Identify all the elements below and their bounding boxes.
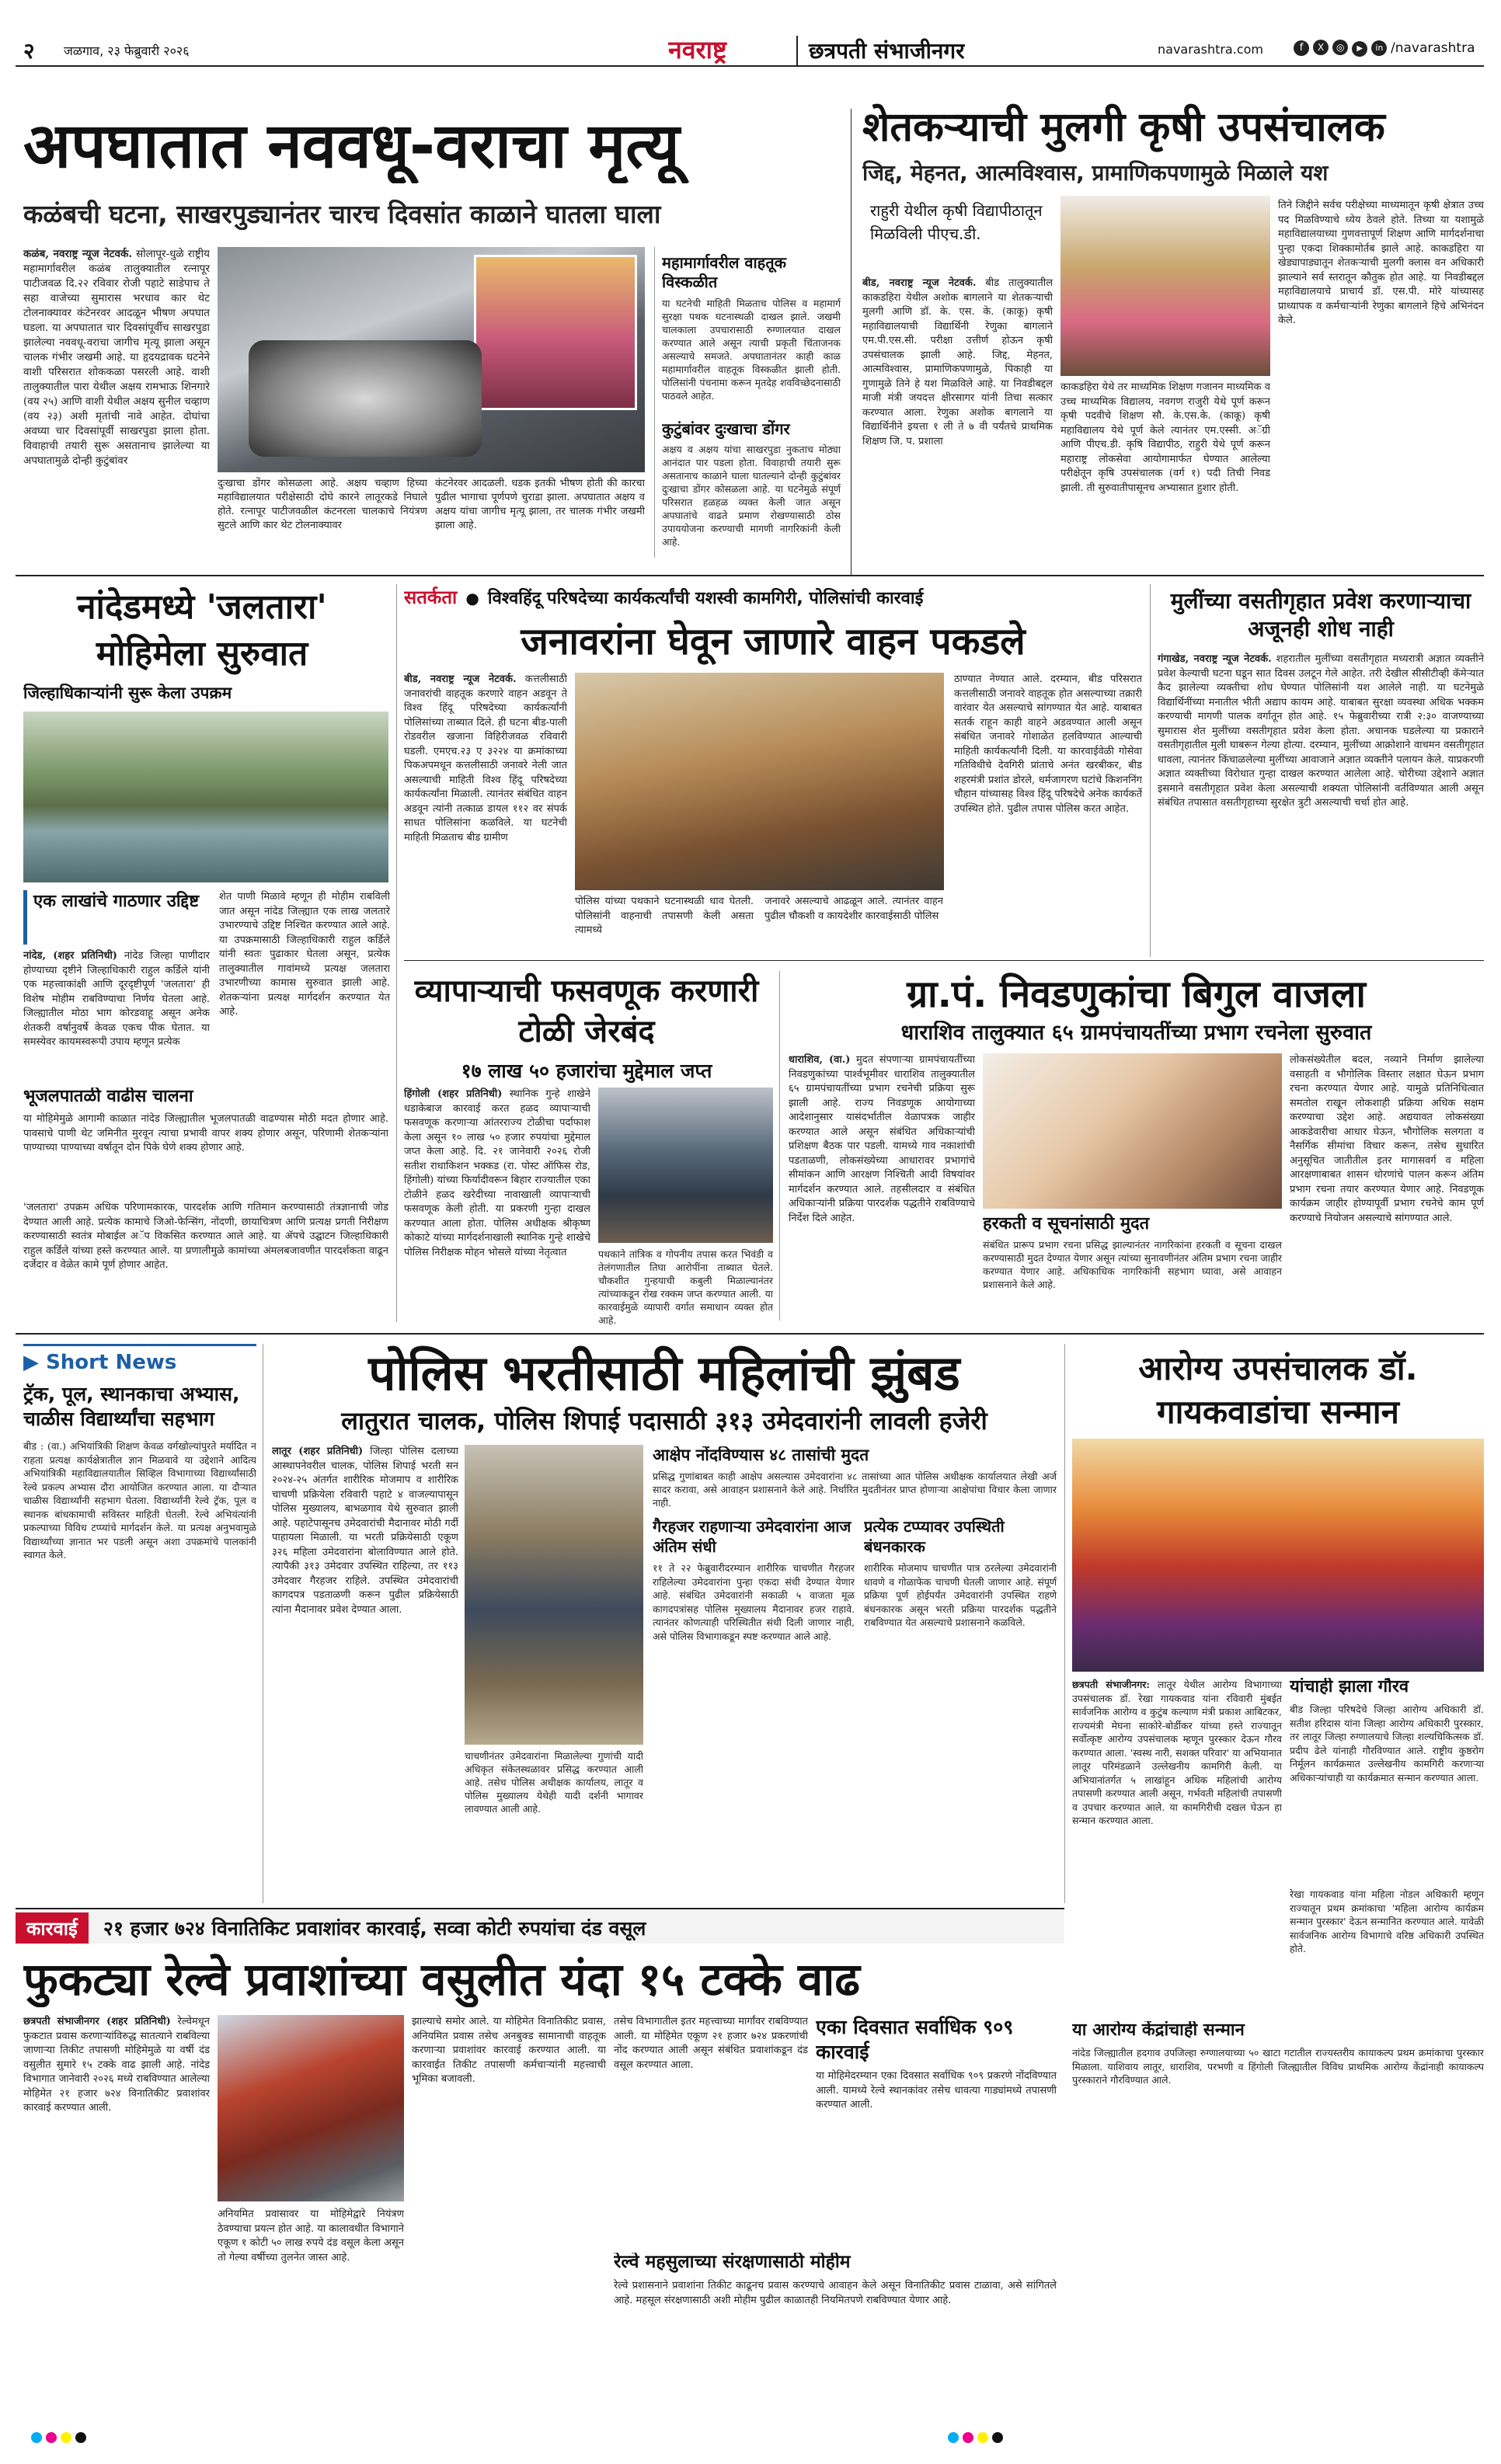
a9-sub2: या आरोग्य केंद्रांचाही सन्मान (1072, 2021, 1245, 2040)
a10-body-text1: रेल्वेमधून फुकटात प्रवास करणाऱ्यांविरुद्ध सातत्याने राबविल्या जाणाऱ्या तिकीट तपासणी मोहिमेमुळे या वर्षी दंड वसुलीत सुमारे १५ टक्के वाढ झाली आहे. नांदेड विभागात जानेवारी २०२६ मध्ये राबविण्यात आलेल्या मोहिमेत २१ हजार ७२४ विनातिकीट प्रवाशांवर कारवाई करण्यात आली. (23, 2016, 210, 2114)
a8-sub3: प्रत्येक टप्प्यावर उपस्थिती बंधनकारक (864, 1517, 1005, 1556)
a10-box-title: एका दिवसात सर्वाधिक ९०९ कारवाई (816, 2016, 1014, 2063)
a7-body-text1: मुदत संपणाऱ्या ग्रामपंचायतींच्या निवडणुकांच्या पार्श्वभूमीवर धाराशिव तालुक्यातील ६५ ग्रामपंचायतींच्या प्रभाग रचनेची प्रक्रिया सुरू झाली आहे. राज्य निवडणूक आयोगाच्या आदेशानुसार यासंदर्भातील वेळापत्रक जाहीर करण्यात आले असून संबंधित अधिकाऱ्यांची प्रशिक्षण बैठक पार पडली. यामध्ये गाव नकाशांची पडताळणी, लोकसंख्येच्या आधारावर प्रभागांचे सीमांकन आणि आरक्षण निश्चिती आदी विषयांवर मार्गदर्शन करण्यात आले. तहसीलदार व संबंधित अधिकाऱ्यांनी प्रक्रिया पारदर्शक पद्धतीने राबविण्याचे निर्देश दिले आहेत. (789, 1054, 975, 1224)
a3-body4: 'जलतारा' उपक्रम अधिक परिणामकारक, पारदर्शक आणि गतिमान करण्यासाठी तंत्रज्ञानाची जोड देण्यात आली आहे. प्रत्येक कामाचे जिओ-फेन्सिंग, नोंदणी, छायाचित्रण आणि प्रत्यक्ष प्रगती निरीक्षण करण्यासाठी स्वतंत्र मोबाईल अॅप विकसित करण्यात आले आहे. या ॲपचे उद्घाटन जिल्हाधिकारी राहुल कर्डिले यांच्या हस्ते करण्यात आले. या प्रणालीमुळे कामांच्या अंमलबजावणीत पारदर्शकता वाढून दर्जेदार व वेळेत कामे पूर्ण होणार आहेत. (23, 1202, 388, 1271)
a8-sub1: आक्षेप नोंदविण्यास ४८ तासांची मुदत (653, 1446, 869, 1464)
magenta-dot (46, 2432, 57, 2443)
social-icons (1294, 39, 1387, 57)
play-icon: ▶ (23, 1351, 39, 1374)
a7-subhead: धाराशिव तालुक्यात ६५ ग्रामपंचायतींच्या प्रभाग रचनेला सुरुवात (900, 1021, 1372, 1045)
a10-dateline: छत्रपती संभाजीनगर (शहर प्रतिनिधी) (23, 2016, 171, 2027)
a2-body-col3: तिने जिद्दीने सर्वच परीक्षेच्या माध्यमातून कृषी क्षेत्रात उच्च पद मिळविण्याचे ध्येय ठेवले होते. तिच्या या यशामुळे महाविद्यालयाच्या गुणवत्तापूर्ण शिक्षण आणि मार्गदर्शनाचा पुन्हा एकदा शिक्कामोर्तब झाले आहे. काकडहिरा या खेड्यापाड्यातून शेतकऱ्याची मुलगी क्लास वन अधिकारी झाल्याने सर्व स्तरातून कौतुक होत आहे. या निवडीबद्दल महाविद्यालयाचे प्राचार्य डॉ. एस.पी. मोरे यांच्यासह प्राध्यापक व कर्मचाऱ्यांनी रेणुका बागलाने हिचे अभिनंदन केले. (1278, 200, 1484, 326)
short-news-box (23, 1344, 256, 1903)
instagram-icon[interactable]: ◎ (1332, 40, 1348, 55)
a8-sub2: गैरहजर राहणाऱ्या उमेदवारांना आज अंतिम संधी (653, 1517, 851, 1556)
a9-body4: नांदेड जिल्ह्यातील हदगाव उपजिल्हा रुग्णालयाच्या ५० खाटा गटातील राज्यस्तरीय कायाकल्प प्रथम क्रमांकाचा पुरस्कार मिळाला. याशिवाय लातूर, धाराशिव, परभणी व हिंगोली जिल्ह्यातील विविध प्राथमिक आरोग्य केंद्रांनाही कायाकल्प पुरस्काराने गौरविण्यात आले. (1072, 2047, 1484, 2086)
a4-dateline: बीड, नवराष्ट्र न्यूज नेटवर्क. (404, 673, 517, 685)
a8-body4: ११ ते २२ फेब्रुवारीदरम्यान शारीरिक चाचणीत गैरहजर राहिलेल्या उमेदवारांना पुन्हा एकदा संधी देण्यात येणार आहे. संबंधित उमेदवारांनी सकाळी ५ वाजता मूळ कागदपत्रांसह पोलिस मुख्यालय मैदानावर हजर राहावे. त्यानंतर कोणत्याही परिस्थितीत संधी दिली जाणार नाही, असे पोलिस विभागाकडून स्पष्ट करण्यात आले आहे. (653, 1562, 855, 1642)
a9-body2: बीड जिल्हा परिषदेचे जिल्हा आरोग्य अधिकारी डॉ. सतीश हरिदास यांना जिल्हा आरोग्य अधिकारी पुरस्कार, तर लातूर जिल्हा रुग्णालयाचे जिल्हा शल्यचिकित्सक डॉ. प्रदीप ढेले यांनाही गौरविण्यात आले. राष्ट्रीय कुष्ठरोग निर्मूलन कार्यक्रमात उल्लेखनीय कामगिरी करणाऱ्या अधिकाऱ्यांचाही या कार्यक्रमात सन्मान करण्यात आला. (1290, 1704, 1484, 1784)
color-registration-marks (948, 2431, 1103, 2450)
a7-box-title: हरकती व सूचनांसाठी मुदत (983, 1214, 1150, 1234)
social-handle: /navarashtra (1391, 40, 1475, 56)
cyan-dot (948, 2432, 959, 2443)
a10-box (816, 2015, 1057, 2248)
yellow-dot (977, 2432, 988, 2443)
a10-train-photo (218, 2015, 404, 2201)
short-news-headline: ट्रॅक, पूल, स्थानकाचा अभ्यास, चाळीस विद्यार्थ्यांचा सहभाग (23, 1383, 240, 1430)
a1-dateline: कळंब, नवराष्ट्र न्यूज नेटवर्क. (23, 248, 133, 260)
col-divider (779, 971, 780, 1321)
a8-headline: पोलिस भरतीसाठी महिलांची झुंबड (368, 1345, 960, 1401)
brand-logo: नवराष्ट्र (668, 35, 727, 64)
a1-subhead: कळंबची घटना, साखरपुड्यानंतर चारच दिवसांत काळाने घातला घाला (23, 199, 661, 229)
a1b-body2: अक्षय व अक्षय यांचा साखरपुडा नुकताच मोठ्या आनंदात पार पडला होता. विवाहाची तयारी सुरू असतानाच काळाने घाला घातल्याने दोन्ही कुटुंबांवर दुःखाचा डोंगर कोसळला आहे. या घटनेमुळे संपूर्ण परिसरात हळहळ व्यक्त केली जात असून अपघातांचे वाढते प्रमाण रोखण्यासाठी ठोस उपाययोजना करण्याची मागणी नागरिकांनी केली आहे. (662, 444, 841, 548)
col-divider (1064, 1344, 1065, 1903)
a4-kicker: विश्वहिंदू परिषदेच्या कार्यकर्त्यांची यशस्वी कामगिरी, पोलिसांची कारवाई (487, 589, 924, 608)
a1b-headline: महामार्गावरील वाहतूक विस्कळीत (662, 253, 787, 291)
a9-dateline: छत्रपती संभाजीनगर: (1072, 1679, 1151, 1690)
a3-subhead: जिल्हाधिकाऱ्यांनी सुरू केला उपक्रम (23, 684, 232, 702)
black-dot (992, 2432, 1003, 2443)
a3-dateline: नांदेड, (शहर प्रतिनिधी) (23, 950, 117, 962)
a6-subhead: १७ लाख ५० हजारांचा मुद्देमाल जप्त (461, 1060, 712, 1082)
a1-headline: अपघातात नववधू-वराचा मृत्यू (23, 110, 680, 182)
a4-body-col4: ठाण्यात नेण्यात आले. दरम्यान, बीड परिसरात कत्तलीसाठी जनावरे वाहतूक होत असल्याच्या तक्रारी वारंवार येत असल्याचे सांगण्यात येत आहे. याबाबत सतर्क राहून काही वाहने अडवण्यात आली असून संबंधित जनावरे गोशाळेत हलविण्यात आल्याची माहिती कार्यकर्त्यांनी दिली. या कारवाईवेळी गोसेवा गतिविधीचे देवगिरी प्रांताचे अनंत खरबीकर, बीड शहरमंत्री प्रशांत डोरले, धर्मजागरण घटांचे किशननिंग चौहान यांच्यासह विश्व हिंदू परिषदेचे अनेक कार्यकर्ते उपस्थित होते. पुढील तपास पोलिस करत आहेत. (954, 673, 1142, 815)
a4-body-col3: जनावरे असल्याचे आढळून आले. त्यानंतर वाहन पुढील चौकशी व कायदेशीर कारवाईसाठी पोलिस (764, 896, 943, 922)
a10-sub1: रेल्वे महसुलाच्या संरक्षणासाठी मोहीम (614, 2253, 851, 2272)
a5-body-text: शहरातील मुलींच्या वसतीगृहात मध्यरात्री अज्ञात व्यक्तीने प्रवेश केल्याची घटना घडून सात दिवस उलटून गेले आहेत. तरी देखील सीसीटीव्ही कॅमेऱ्यात कैद झालेल्या व्यक्तीचा शोध घेण्यात पोलिसांनी यश आलेले नाही. या घटनेमुळे विद्यार्थिनींच्या मनातील भीती अद्याप कायम आहे. याबाबत सुरक्षा व्यवस्था अधिक भक्कम करण्याची मागणी पालक वर्गातून होत आहे. १५ फेब्रुवारीच्या रात्री २:३० वाजण्याच्या सुमारास शेत मुलींच्या वसतीगृहात प्रवेश केला होता. अचानक घडलेल्या या प्रकाराने वसतीगृहातील मुली घाबरून गेल्या होत्या. दरम्यान, मुलींच्या आक्रोशाने वाचमन वसतीगृहात धावला, त्यानंतर किंचाळलेल्या मुलींच्या आवाजाने अज्ञात व्यक्तीने पलायन केले. याप्रकरणी अज्ञात व्यक्तीच्या विरोधात गुन्हा दाखल करण्यात आलेला आहे. चोरीच्या उद्देशाने अज्ञात इसमाने वसतीगृहात प्रवेश केला असल्याची शक्यता पोलिसांनी वर्तविण्यात आली असून संबंधित तपासात वसतीगृहाच्या सुरक्षेत त्रुटी असल्याची चर्चा होत आहे. (1158, 653, 1484, 809)
a5-dateline: गंगाखेड, नवराष्ट्र न्यूज नेटवर्क. (1158, 653, 1272, 665)
a1b-headline2: कुटुंबांवर दुःखाचा डोंगर (662, 419, 790, 438)
section-rule (404, 960, 1484, 961)
a10-body5: रेल्वे प्रशासनाने प्रवाशांना तिकीट काढूनच प्रवास करण्याचे आवाहन केले असून विनातिकीट प्रवास टाळावा, असे सांगितले आहे. महसूल संरक्षणासाठी अशी मोहीम पुढील काळातही नियमितपणे राबविण्यात येणार आहे. (614, 2280, 1057, 2306)
a6-headline: व्यापाऱ्याची फसवणूक करणारी टोळी जेरबंद (414, 973, 759, 1049)
a4-body-text1: कत्तलीसाठी जनावरांची वाहतूक करणारे वाहन अडवून ते विश्व हिंदू परिषदेच्या कार्यकर्त्यांनी पोलिसांच्या ताब्यात दिले. ही घटना बीड-पाली रोडवरील खजाना विहिरीजवळ रविवारी घडली. एमएच.२३ ए ३२२४ या क्रमांकाच्या पिकअपमधून कत्तलीसाठी जनावरे नेली जात असल्याची माहिती विश्व हिंदू परिषदेच्या कार्यकर्त्यांना मिळाली. त्यानंतर संबंधित वाहन अडवून त्यांनी तत्काळ डायल ११२ वर संपर्क साधत पोलिसांना कळविले. या घटनेची माहिती मिळताच बीड ग्रामीण (404, 673, 567, 844)
a3-headline: नांदेडमध्ये 'जलतारा' मोहिमेला सुरुवात (77, 587, 327, 673)
a10-kicker-row (16, 1908, 1064, 1944)
a10-kicker: २१ हजार ७२४ विनातिकिट प्रवाशांवर कारवाई, सव्वा कोटी रुपयांचा दंड वसूल (103, 1917, 646, 1940)
a8-subhead: लातुरात चालक, पोलिस शिपाई पदासाठी ३१३ उमेदवारांनी लावली हजेरी (341, 1406, 987, 1436)
col-divider (1150, 584, 1151, 957)
a8-body-col1 (272, 1445, 458, 1818)
a7-dateline: धाराशिव, (वा.) (789, 1054, 851, 1066)
a9-body-text1: लातूर येथील आरोग्य विभागाच्या उपसंचालक डॉ. रेखा गायकवाड यांना रविवारी मुंबईत सार्वजनिक आरोग्य व कुटुंब कल्याण मंत्री प्रकाश आबिटकर, राज्यमंत्री मेघना साकोरे-बोर्डीकर यांच्या हस्ते राज्यातून सर्वोत्कृष्ट आरोग्य उपसंचालक म्हणून पुरस्कार देऊन गौरव करण्यात आला. 'स्वस्थ नारी, सशक्त परिवार' या अभियानात लातूर परिमंडळाने उल्लेखनीय कामगिरी केली. या अभियानांतर्गत ५ लाखांहून अधिक महिलांची आरोग्य तपासणी करण्यात आली असून, गर्भवती महिलांची तपासणी व उपचार करण्यात आले. या कामगिरीची दखल घेऊन हा सन्मान करण्यात आला. (1072, 1679, 1282, 1826)
a1-body-col1 (23, 247, 210, 558)
a7-box-body: संबंधित प्रारूप प्रभाग रचना प्रसिद्ध झाल्यानंतर नागरिकांना हरकती व सूचना दाखल करण्यासाठी मुदत देण्यात येणार असून त्यांच्या सुनावणीनंतर अंतिम प्रभाग रचना जाहीर करण्यात येणार आहे. अधिकाधिक नागरिकांनी सहभाग घ्यावा, असे आवाहन प्रशासनाने केले आहे. (983, 1239, 1282, 1290)
a1b-body1: या घटनेची माहिती मिळताच पोलिस व महामार्ग सुरक्षा पथक घटनास्थळी दाखल झाले. जखमी चालकाला उपचारासाठी रुग्णालयात दाखल करण्यात आले असून त्याची प्रकृती चिंताजनक असल्याचे समजते. अपघातानंतर काही काळ महामार्गावरील वाहतूक विस्कळीत झाली होती. पोलिसांनी पंचनामा करून मृतदेह शवविच्छेदनासाठी पाठवले आहेत. (662, 298, 841, 402)
site-link[interactable]: navarashtra.com (1158, 42, 1263, 57)
a9-body3: रेखा गायकवाड यांना महिला नोडल अधिकारी म्हणून राज्यातून प्रथम क्रमांकाचा 'महिला आरोग्य कार्यक्रम सन्मान पुरस्कार' देऊन सन्मानित करण्यात आले. यावेळी सार्वजनिक आरोग्य विभागाचे वरिष्ठ अधिकारी उपस्थित होते. (1290, 1888, 1484, 1954)
a7-body-col2: लोकसंख्येतील बदल, नव्याने निर्माण झालेल्या वसाहती व भौगोलिक विस्तार लक्षात घेऊन प्रभाग रचना करण्यात येणार आहे. यामुळे प्रतिनिधित्वात समतोल राखून लोकशाही प्रक्रिया अधिक सक्षम करण्याचा उद्देश आहे. अद्ययावत लोकसंख्या आकडेवारीचा आधार घेऊन, भौगोलिक सलगता व नैसर्गिक सीमांचा विचार करून, तसेच सुधारित अनुसूचित जातीतील इतर मागासवर्ग व महिला आरक्षणाबाबत शासन धोरणांचे पालन करून अंतिम प्रभाग रचना तयार करण्यात येणार आहे. निवडणूक कार्यक्रम जाहीर होण्यापूर्वी प्रभाग रचनेचे काम पूर्ण करण्याचे नियोजन असल्याचे सांगण्यात आले. (1290, 1054, 1484, 1224)
a10-body-col4: तसेच विभागातील इतर महत्त्वाच्या मार्गांवर राबविण्यात आली. या मोहिमेत एकूण २१ हजार ७२४ प्रकरणांची नोंद करण्यात आली असून संबंधित प्रवाशांकडून दंड वसूल करण्यात आला. (614, 2016, 808, 2071)
short-news-label-row (23, 1351, 256, 1374)
a6-body-col2: पथकाने तांत्रिक व गोपनीय तपास करत भिवंडी व तेलंगणातील तिघा आरोपींना ताब्यात घेतले. चौकशीत गुन्हयाची कबुली मिळाल्यानंतर त्यांच्याकडून रोख रक्कम जप्त करण्यात आली. या कारवाईमुळे व्यापारी वर्गात समाधान व्यक्त होत आहे. (598, 1248, 773, 1325)
a4-kicker-row (404, 584, 1142, 615)
a3-body-col1 (23, 949, 210, 1081)
a8-body5: शारीरिक मोजमाप चाचणीत पात्र ठरलेल्या उमेदवारांनी धावणे व गोळाफेक चाचणी घेतली जाणार आहे. संपूर्ण प्रक्रिया पूर्ण होईपर्यंत उमेदवारांनी उपस्थित राहणे बंधनकारक असून भरती प्रक्रिया पारदर्शक पद्धतीने राबविण्यात येत असल्याचे प्रशासनाने कळविले. (864, 1562, 1057, 1628)
a8-dateline: लातूर (शहर प्रतिनिधी) (272, 1446, 364, 1457)
bullet-icon: ● (465, 589, 479, 607)
cyan-dot (31, 2432, 42, 2443)
magenta-dot (963, 2432, 973, 2443)
a2-dateline: बीड, नवराष्ट्र न्यूज नेटवर्क. (862, 277, 977, 289)
a6-body-text1: स्थानिक गुन्हे शाखेने धडाकेबाज कारवाई करत हळद व्यापाऱ्याची फसवणूक करणाऱ्या आंतरराज्य टोळीचा पर्दाफाश केला असून १० लाख ५० हजार रुपयांचा मुद्देमाल जप्त केला आहे. दि. २१ जानेवारी २०२६ रोजी सतीश राधाकिशन भक्कड (रा. पोस्ट ऑफिस रोड, हिंगोली) यांच्या फिर्यादीवरून बिहार राज्यातील एका टोळीने हळद खरेदीच्या नावाखाली व्यापाऱ्याची फसवणूक केली होती. या प्रकरणी गुन्हा दाखल करण्यात आला होता. पोलिस अधीक्षक श्रीकृष्ण कोकाटे यांच्या मार्गदर्शनाखाली स्थानिक गुन्हे शाखेचे पोलिस निरीक्षक मोहन भोसले यांच्या नेतृत्वात (404, 1088, 590, 1258)
a7-body-col1 (789, 1053, 975, 1322)
a4-body-col1 (404, 673, 567, 952)
a8-body-col2: चाचणीनंतर उमेदवारांना मिळालेल्या गुणांची यादी अधिकृत संकेतस्थळावर प्रसिद्ध करण्यात आली आहे. तसेच पोलिस अधीक्षक कार्यालय, लातूर व पोलिस मुख्यालय येथेही यादी दर्शनी भागावर लावण्यात आली आहे. (465, 1750, 643, 1815)
date-line: जळगाव, २३ फेब्रुवारी २०२६ (64, 44, 190, 58)
a4-body-col2: पोलिस यांच्या पथकाने घटनास्थळी धाव घेतली. पोलिसांनी वाहनाची तपासणी केली असता त्यामध्ये (575, 896, 754, 936)
crash-car-wreck (249, 340, 482, 457)
a3-body3: या मोहिमेमुळे आगामी काळात नांदेड जिल्ह्यातील भूजलपातळी वाढण्यास मोठी मदत होणार आहे. पावसाचे पाणी थेट जमिनीत मुरवून त्याचा प्रभावी वापर शक्य होणार असून, परिणामी शेतकऱ्यांना पाण्याच्या पाण्याच्या वर्षातून दोन पिके घेणे शक्य होणार आहे. (23, 1113, 388, 1154)
a2-headline: शेतकऱ्याची मुलगी कृषी उपसंचालक (862, 104, 1385, 151)
a8-body-text1: जिल्हा पोलिस दलाच्या आस्थापनेवरील चालक, पोलिस शिपाई भरती सन २०२४-२५ अंतर्गत शारीरिक मोजमाप व शारीरिक चाचणी प्रक्रियेला रविवारी पहाटे ४ वाजल्यापासून पोलिस मुख्यालय, बाभळगाव येथे सुरुवात झाली आहे. पहाटेपासूनच उमेदवारांची मैदानावर मोठी गर्दी पाहायला मिळाली. या भरती प्रक्रियेसाठी एकूण ३२६ महिला उमेदवारांना बोलाविण्यात आले होते. त्यापैकी ३१३ उमेदवार उपस्थित राहिल्या, तर ११३ उमेदवार गैरहजर राहिले. उपस्थित उमेदवारांची कागदपत्र पडताळणी करून पुढील प्रक्रियेसाठी त्यांना मैदानावर प्रवेश देण्यात आला. (272, 1446, 458, 1616)
a2-subhead: जिद्द, मेहनत, आत्मविश्वास, प्रामाणिकपणामुळे मिळाले यश (862, 160, 1329, 186)
a3-river-photo (23, 712, 388, 882)
a2-kicker: राहुरी येथील कृषी विद्यापीठातून मिळविली पीएच.डी. (870, 201, 1043, 243)
a10-tag: कारवाई (16, 1912, 89, 1944)
a9-headline: आरोग्य उपसंचालक डॉ. गायकवाडांचा सन्मान (1138, 1349, 1418, 1431)
col-divider (396, 584, 397, 1322)
a7-headline: ग्रा.पं. निवडणुकांचा बिगुल वाजला (907, 973, 1366, 1016)
a10-body-col1 (23, 2015, 210, 2427)
color-registration-marks (31, 2431, 186, 2450)
a7-box (983, 1213, 1282, 1322)
a10-body-col2: अनियमित प्रवासावर या मोहिमेद्वारे नियंत्रण ठेवण्याचा प्रयत्न होत आहे. या कालावधीत विभागाने एकूण १ कोटी ५० लाख रुपये दंड वसूल केला असून तो गेल्या वर्षीच्या तुलनेत जास्त आहे. (218, 2208, 404, 2264)
a5-headline: मुलींच्या वसतीगृहात प्रवेश करणाऱ्याचा अजूनही शोध नाही (1170, 588, 1471, 642)
a9-sub1: यांचाही झाला गौरव (1290, 1678, 1409, 1697)
a10-headline: फुकट्या रेल्वे प्रवाशांच्या वसुलीत यंदा १५ टक्के वाढ (23, 1953, 860, 2006)
a7-voting-photo (983, 1053, 1282, 1209)
a3-body-text1: नांदेड जिल्हा पाणीदार होण्याच्या दृष्टीने जिल्हाधिकारी राहुल कर्डिले यांनी एक महत्त्वाकांक्षी आणि दूरदृष्टीपूर्ण 'जलतारा' ही विशेष मोहीम राबविण्याचा निर्णय घेतला आहे. जिल्ह्यातील मोठा भाग कोरडवाहू असून अनेक शेतकरी वर्षानुवर्षे केवळ एकच पीक घेतात. या समस्येवर कायमस्वरूपी उपाय म्हणून प्रत्येक (23, 950, 210, 1048)
a6-body-col1 (404, 1088, 590, 1321)
a2-felicitation-photo (1060, 196, 1270, 376)
a10-box-body: या मोहिमेदरम्यान एका दिवसात सर्वाधिक ९०९ प्रकरणे नोंदविण्यात आली. यामध्ये रेल्वे स्थानकांवर तसेच धावत्या गाड्यांमध्ये तपासणी करण्यात आली. (816, 2070, 1057, 2111)
couple-photo-inset (474, 255, 637, 410)
a3-box (23, 890, 210, 945)
short-news-label: Short News (46, 1351, 177, 1374)
a3-box-title: एक लाखांचे गाठणार उद्दिष्ट (33, 892, 200, 911)
a8-candidates-photo (465, 1445, 643, 1745)
a6-accused-photo (598, 1088, 773, 1243)
a2-body-col2: काकडहिरा येथे तर माध्यमिक शिक्षण गजानन माध्यमिक व उच्च माध्यमिक विद्यालय, नवगण राजुरी येथे पूर्ण करून कृषी पदवीचे शिक्षण सौ. के.एस.के. (काकू) कृषी महाविद्यालय येथे पूर्ण केले त्यानंतर एम.एस्सी. अॅग्री आणि पीएच.डी. कृषि विद्यापीठ, राहुरी येथे पूर्ण करून महाराष्ट्र लोकसेवा आयोगामार्फत घेण्यात आलेल्या परीक्षेतून कृषि उपसंचालक (वर्ग १) पदी तिची निवड झाली. ती सुरुवातीपासूनच अभ्यासात हुशार होती. (1060, 381, 1270, 494)
linkedin-icon[interactable]: in (1371, 40, 1387, 56)
masthead-bar (16, 31, 1484, 67)
facebook-icon[interactable]: f (1294, 40, 1309, 56)
a1-body-text1: सोलापूर-धुळे राष्ट्रीय महामार्गावरील कळंब तालुक्यातील रत्नापूर पाटीजवळ दि.२२ रविवार रोजी पहाटे साडेपाच ते सहा वाजेच्या सुमारास भरधाव कार थेट टोलनाक्यावर कंटेनरवर आदळून भीषण अपघात घडला. या अपघातात चार दिवसांपूर्वीच साखरपुडा झालेल्या नववधू-वराचा जागीच मृत्यू झाला असून चालक गंभीर जखमी आहे. या हृदयद्रावक घटनेने वाशी परिसरात शोककळा पसरली आहे. वाशी तालुक्यातील पारा येथील अक्षय रामभाऊ शिनगारे (वय २५) आणि वाशी येथील अक्षय सुनील चव्हाण (वय २३) अशी मृतांची नावे आहेत. दोघांचा अवघ्या चार दिवसांपूर्वी साखरपुडा झाला होता. विवाहाची तयारी सुरू असतानाच झालेल्या या अपघातामुळे दोन्ही कुटुंबांवर (23, 248, 210, 467)
a1-body-col3: कंटनेरवर आदळली. धडक इतकी भीषण होती की कारचा पुढील भागाचा पूर्णपणे चुराडा झाला. अपघातात अक्षय व अक्षय यांचा जागीच मृत्यू झाला, तर चालक गंभीर जखमी झाला आहे. (435, 478, 645, 531)
x-icon[interactable]: X (1313, 40, 1329, 55)
a8-body3: प्रसिद्ध गुणांबाबत काही आक्षेप असल्यास उमेदवारांना ४८ तासांच्या आत पोलिस अधीक्षक कार्यालयात लेखी अर्ज सादर करावा, असे आवाहन प्रशासनाने केले आहे. निर्धारित मुदतीनंतर प्राप्त होणाऱ्या आक्षेपांचा विचार केला जाणार नाही. (653, 1470, 1057, 1509)
a3-sub2: भूजलपातळी वाढीस चालना (23, 1088, 193, 1106)
a1-body-col2: दुःखाचा डोंगर कोसळला आहे. अक्षय चव्हाण हिच्या महाविद्यालयात परीक्षेसाठी दोघे कारने लातूरकडे निघाले होते. रत्नापूर पाटीजवळील कंटनरला चालकाचे नियंत्रण सुटले आणि कार थेट टोलनाक्यावर (218, 478, 427, 531)
black-dot (75, 2432, 86, 2443)
a2-body-col1 (862, 277, 1053, 564)
a10-body-col3: झाल्याचे समोर आले. या मोहिमेत विनातिकीट प्रवास, अनियमित प्रवास तसेच अनबुक्ड सामानाची वाहतूक करणाऱ्या प्रवाशांवर कारवाई करण्यात आली. या कारवाईत तिकीट तपासणी कर्मचाऱ्यांनी महत्त्वाची भूमिका बजावली. (412, 2016, 606, 2085)
short-news-body: बीड : (वा.) अभियांत्रिकी शिक्षण केवळ वर्गखोल्यांपुरते मर्यादित न राहता प्रत्यक्ष कार्यक्षेत्रातील ज्ञान मिळवावे या उद्देशाने आदित्य अभियांत्रिकी महाविद्यालयातील सिव्हिल विभागाच्या विद्यार्थ्यांसाठी रेल्वे प्रकल्प अभ्यास दौरा आयोजित करण्यात आला. या दौऱ्यात चाळीस विद्यार्थ्यांनी सहभाग घेतला. विद्यार्थ्यांनी रेल्वे ट्रॅक, पूल व स्थानक बांधकामाची सविस्तर माहिती घेतली. रेल्वे अभियंत्यांनी प्रकल्पाच्या विविध टप्प्यांचे मार्गदर्शन केले. या प्रत्यक्ष अनुभवामुळे विद्यार्थ्यांच्या ज्ञानात भर पडली असून अशा उपक्रमांचे पालकांनी स्वागत केले. (23, 1440, 256, 1561)
youtube-icon[interactable]: ▶ (1352, 41, 1367, 57)
a5-body (1158, 653, 1484, 957)
a4-headline: जनावरांना घेवून जाणारे वाहन पकडले (521, 620, 1026, 663)
section-rule (16, 1333, 1484, 1335)
a1-crash-photo (218, 247, 645, 472)
edition-name: छत्रपती संभाजीनगर (796, 36, 965, 65)
section-rule (16, 575, 1484, 576)
a2-body-text1: बीड तालुक्यातील काकडहिरा येथील अशोक बागलाने या शेतकऱ्याची मुलगी आणि डॉ. के. एस. के. (काकू) कृषी महाविद्यालयाची विद्यार्थिनी रेणुका बागलाने एम.पी.एस.सी. परीक्षा उत्तीर्ण होऊन कृषी उपसंचालक झाली आहे. जिद्द, मेहनत, आत्मविश्वास, प्रामाणिकपणामुळे, पिकाही या गुणामुळे तिने हे यश मिळविले आहे. या निवडीबद्दल माजी मंत्री जयदत्त क्षीरसागर यांनी तिचा सत्कार करण्यात आला. रेणुका अशोक बागलाने या विद्यार्थिनीने इयत्ता १ ली ते ७ वी पर्यंतचे प्राथमिक शिक्षण जि. प. प्रशाला (862, 277, 1053, 447)
a9-body-col1 (1072, 1678, 1282, 2004)
a4-cattle-photo (575, 673, 944, 890)
yellow-dot (61, 2432, 71, 2443)
page-number: २ (23, 38, 35, 64)
a3-body-col2: शेत पाणी मिळावे म्हणून ही मोहीम राबविली जात असून नांदेड जिल्ह्यात एक लाख जलतारे उभारण्याचे उद्दिष्ट निश्चित करण्यात आले आहे. या उपक्रमासाठी जिल्हाधिकारी राहुल कर्डिले यांनी स्वतः पुढाकार घेतला असून, प्रत्येक तालुक्यातील गावांमध्ये प्रत्यक्ष जलतारा उभारणीच्या कामास सुरुवात झाली आहे. शेतकऱ्यांना प्रत्यक्ष मार्गदर्शन करण्यात येत आहे. (219, 891, 390, 1018)
col-divider (654, 247, 655, 558)
a9-award-photo (1072, 1439, 1484, 1672)
a6-dateline: हिंगोली (शहर प्रतिनिधी) (404, 1088, 503, 1100)
a4-tag: सतर्कता (404, 586, 458, 608)
